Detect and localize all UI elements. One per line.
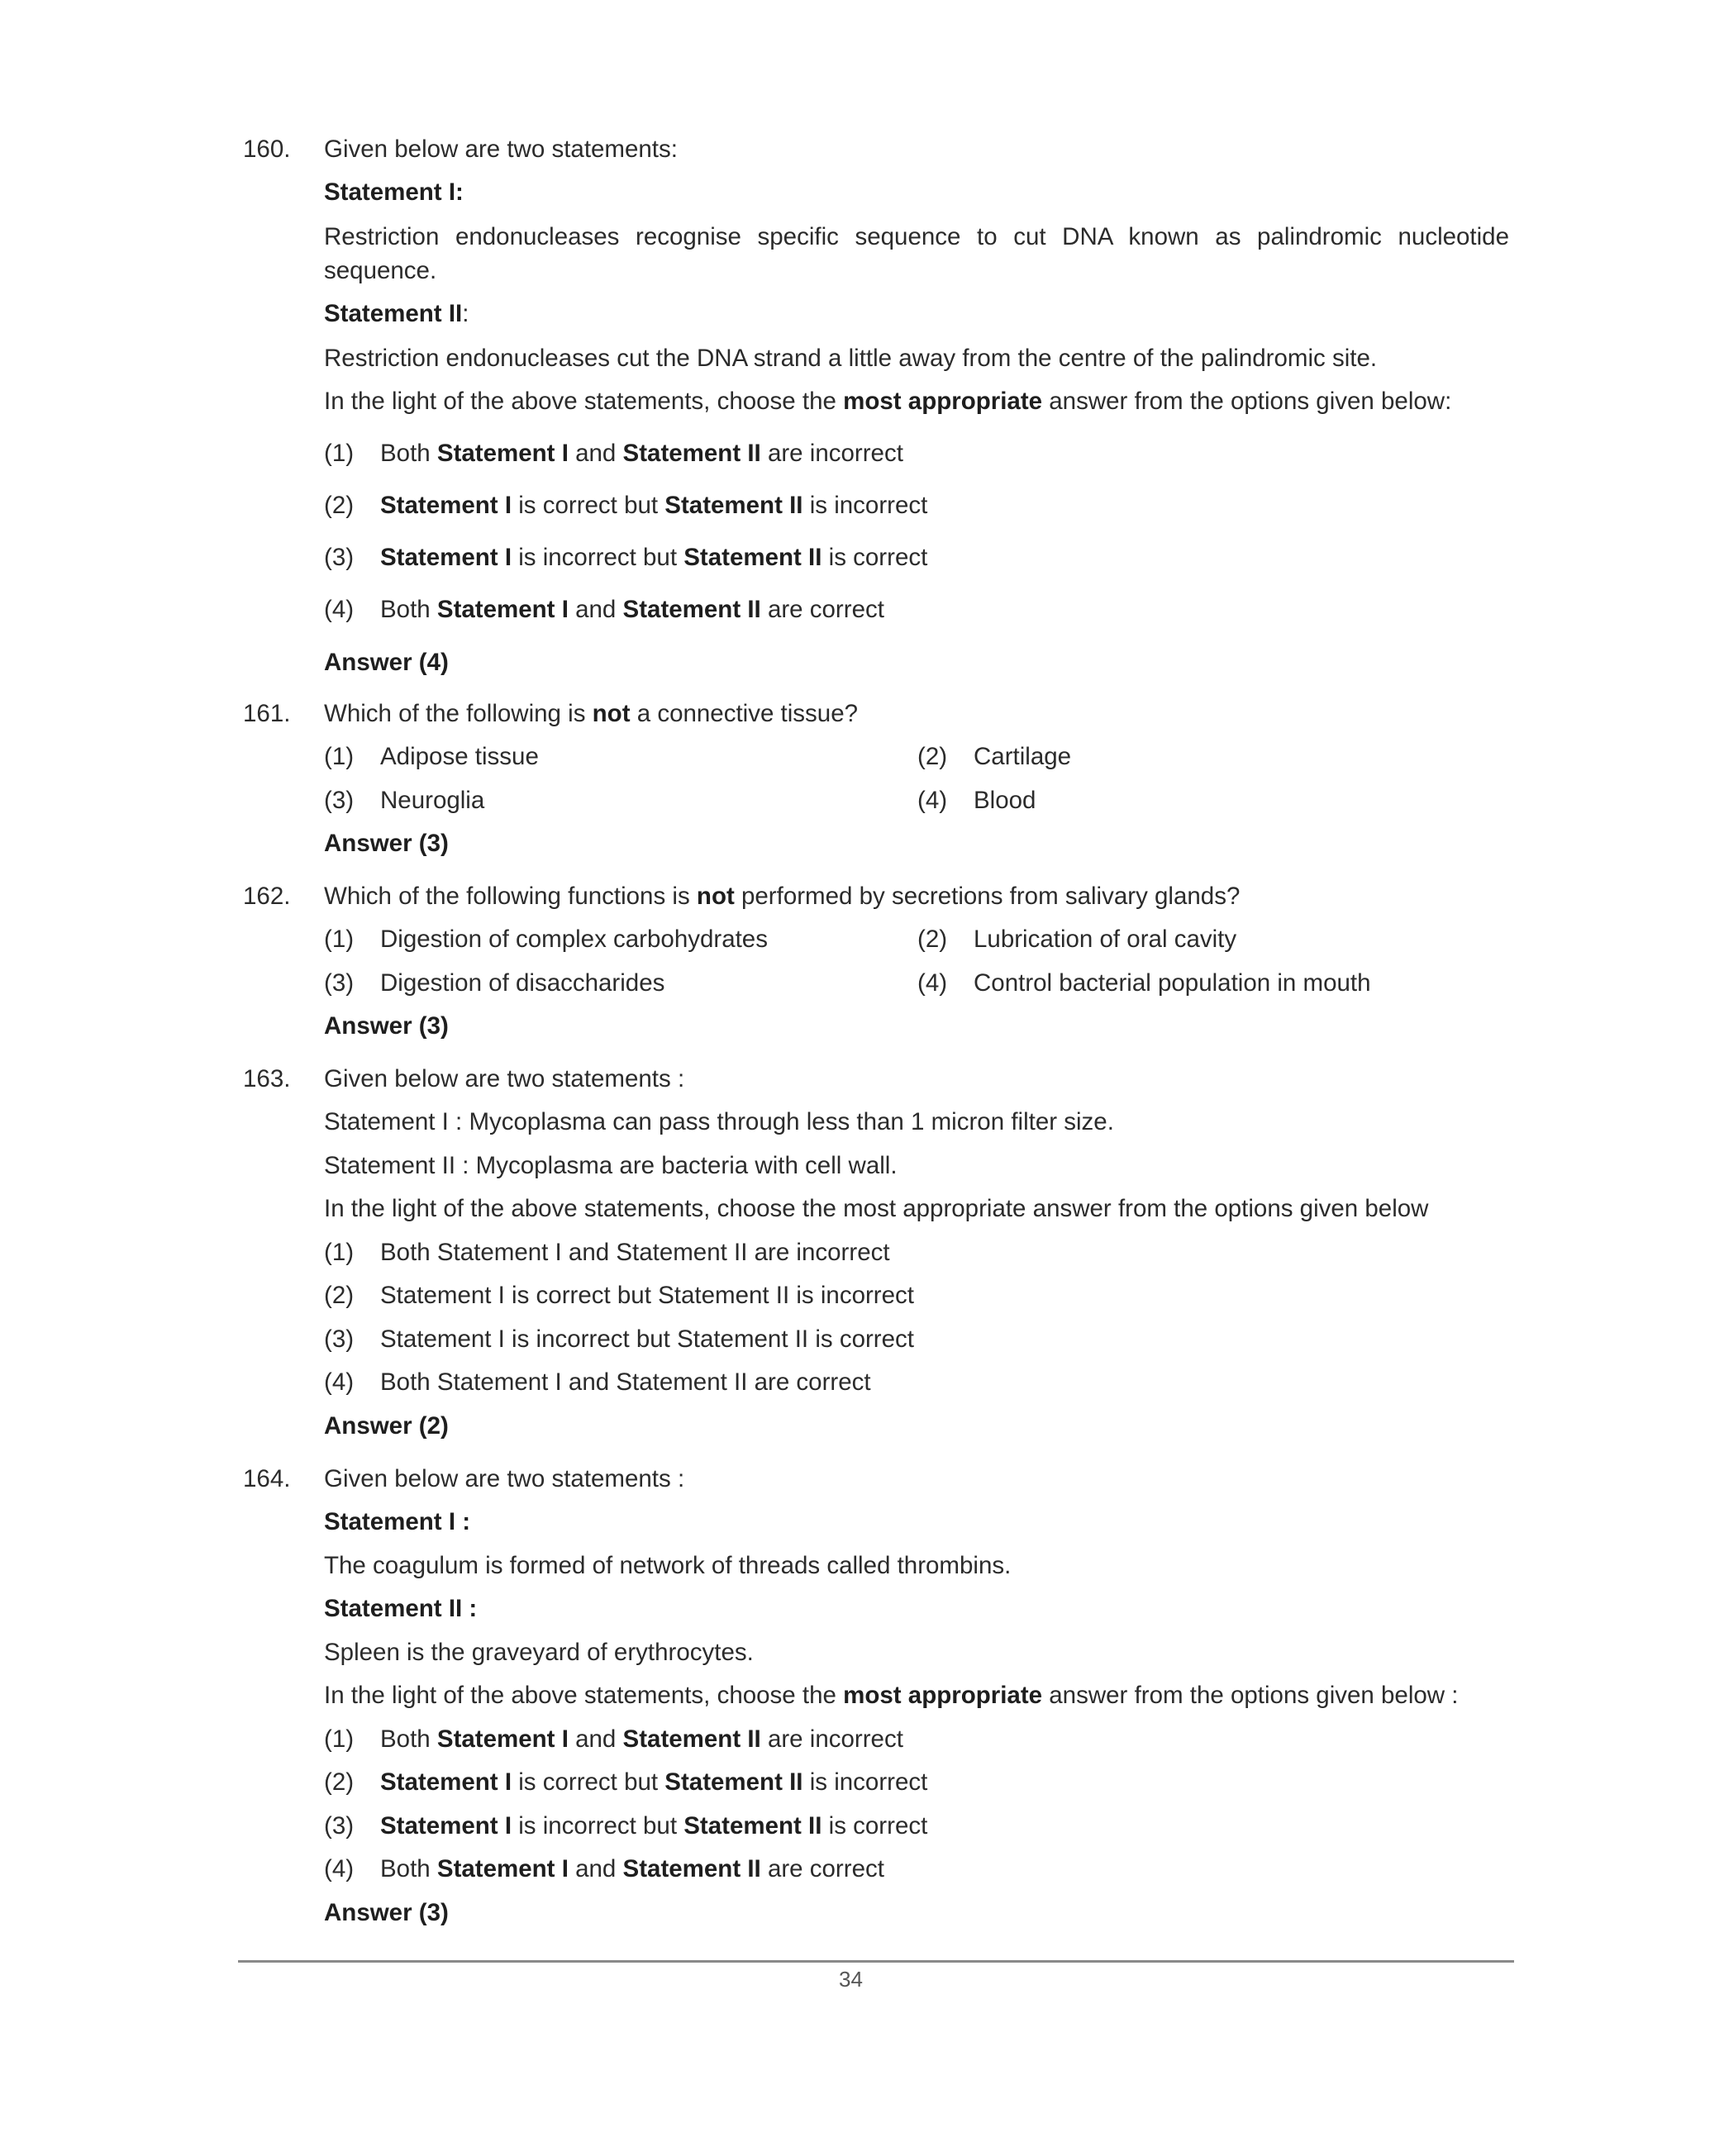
question-number: 163. — [243, 1065, 291, 1092]
option-3: (3) Statement I is incorrect but Statement II is correct — [324, 544, 928, 571]
option-2: (2) Statement I is correct but Statement II is incorrect — [324, 1768, 928, 1796]
answer: Answer (3) — [324, 830, 449, 857]
question-text: Which of the following is not a connective tissue? — [324, 700, 859, 727]
question-intro: Given below are two statements: — [324, 136, 678, 163]
statement-1-heading: Statement I: — [324, 178, 464, 206]
option-3: (3) Statement I is incorrect but Statement II is correct — [324, 1325, 914, 1353]
question-prompt: In the light of the above statements, choose the most appropriate answer from the options given below : — [324, 1682, 1459, 1709]
statement-2-text: Restriction endonucleases cut the DNA strand a little away from the centre of the palindromic site. — [324, 345, 1378, 372]
question-prompt: In the light of the above statements, choose the most appropriate answer from the options given below — [324, 1195, 1429, 1222]
option-2: (2) Lubrication of oral cavity — [917, 926, 1237, 953]
answer: Answer (3) — [324, 1012, 449, 1040]
option-1: (1) Digestion of complex carbohydrates — [324, 926, 768, 953]
statement-2-heading: Statement II: — [324, 300, 469, 327]
option-1: (1) Both Statement I and Statement II are incorrect — [324, 440, 903, 467]
option-4: (4) Control bacterial population in mouth — [917, 969, 1371, 997]
question-intro: Given below are two statements : — [324, 1065, 685, 1092]
statement-1-text-line1: Restriction endonucleases recognise specific sequence to cut DNA known as palindromic nucleotide — [324, 223, 1509, 250]
question-intro: Given below are two statements : — [324, 1465, 685, 1492]
option-3: (3) Statement I is incorrect but Statement II is correct — [324, 1812, 928, 1840]
option-2: (2) Statement I is correct but Statement II is incorrect — [324, 492, 928, 519]
question-number: 161. — [243, 700, 291, 727]
option-2: (2) Cartilage — [917, 743, 1072, 770]
statement-2-heading: Statement II : — [324, 1595, 478, 1622]
statement-1-heading: Statement I : — [324, 1508, 471, 1535]
option-3: (3) Digestion of disaccharides — [324, 969, 665, 997]
option-1: (1) Adipose tissue — [324, 743, 539, 770]
footer-divider — [238, 1960, 1514, 1963]
question-number: 164. — [243, 1465, 291, 1492]
question-number: 160. — [243, 136, 291, 163]
statement-1-text-line2: sequence. — [324, 257, 437, 284]
question-number: 162. — [243, 883, 291, 910]
option-2: (2) Statement I is correct but Statement II is incorrect — [324, 1282, 914, 1309]
option-1: (1) Both Statement I and Statement II are incorrect — [324, 1725, 903, 1753]
answer: Answer (3) — [324, 1899, 449, 1926]
answer: Answer (2) — [324, 1412, 449, 1440]
option-4: (4) Both Statement I and Statement II are correct — [324, 1855, 884, 1882]
answer: Answer (4) — [324, 649, 449, 676]
question-prompt: In the light of the above statements, choose the most appropriate answer from the options given below: — [324, 388, 1452, 415]
statement-1-text: The coagulum is formed of network of threads called thrombins. — [324, 1552, 1012, 1579]
statement-2-text: Spleen is the graveyard of erythrocytes. — [324, 1639, 754, 1666]
option-3: (3) Neuroglia — [324, 787, 485, 814]
page-number: 34 — [839, 1967, 863, 1992]
option-4: (4) Both Statement I and Statement II are correct — [324, 1368, 871, 1396]
option-4: (4) Both Statement I and Statement II are correct — [324, 596, 884, 623]
question-text: Which of the following functions is not performed by secretions from salivary glands? — [324, 883, 1241, 910]
option-4: (4) Blood — [917, 787, 1036, 814]
option-1: (1) Both Statement I and Statement II are incorrect — [324, 1239, 890, 1266]
statement-1: Statement I : Mycoplasma can pass through less than 1 micron filter size. — [324, 1108, 1114, 1135]
statement-2: Statement II : Mycoplasma are bacteria with cell wall. — [324, 1152, 898, 1179]
